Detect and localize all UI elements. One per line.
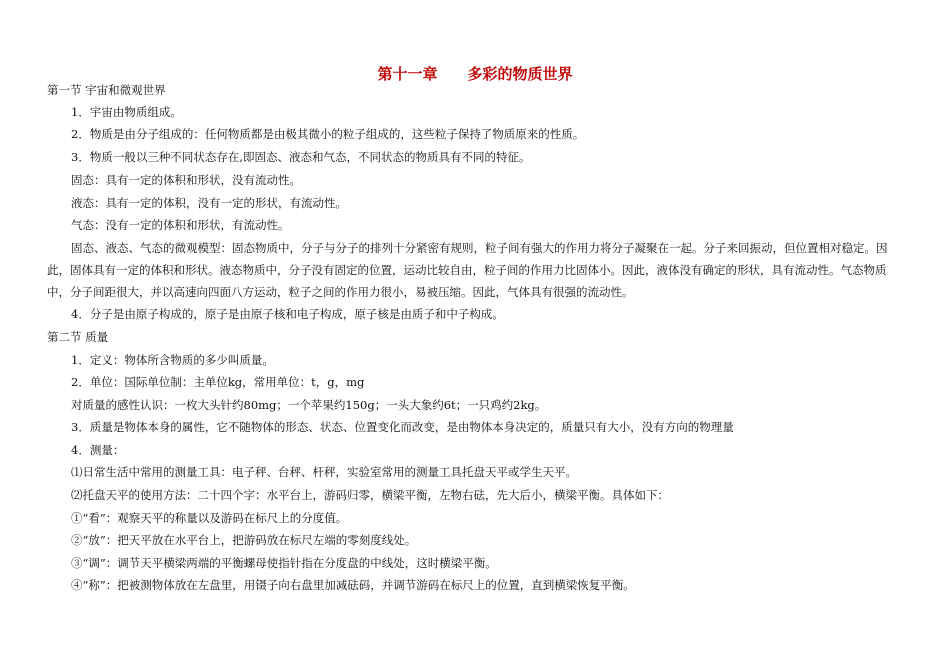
s2-balance-usage: ⑵托盘天平的使用方法：二十四个字：水平台上，游码归零，横梁平衡，左物右砝，先大后小，横梁平衡。具体如下： bbox=[71, 488, 669, 502]
s1-paragraph-4: 4．分子是由原子构成的，原子是由原子核和电子构成，原子核是由质子和中子构成。 bbox=[71, 307, 504, 321]
s2-step-place: ②“放”：把天平放在水平台上，把游码放在标尺左端的零刻度线处。 bbox=[71, 533, 417, 547]
chapter-title: 第十一章 多彩的物质世界 bbox=[377, 65, 573, 83]
s2-property: 3．质量是物体本身的属性，它不随物体的形态、状态、位置变化而改变，是由物体本身决定的，质量只有大小，没有方向的物理量 bbox=[71, 420, 734, 434]
s1-gas: 气态：没有一定的体积和形状，有流动性。 bbox=[71, 218, 290, 232]
s1-liquid: 液态：具有一定的体积，没有一定的形状，有流动性。 bbox=[71, 196, 347, 210]
s2-measure: 4．测量： bbox=[71, 443, 125, 457]
s1-solid: 固态：具有一定的体积和形状，没有流动性。 bbox=[71, 173, 301, 187]
section1-heading: 第一节 宇宙和微观世界 bbox=[47, 83, 166, 97]
s2-step-look: ①“看”：观察天平的称量以及游码在标尺上的分度值。 bbox=[71, 511, 348, 525]
s2-step-weigh: ④“称”：把被测物体放在左盘里，用镊子向右盘里加减砝码，并调节游码在标尺上的位置，直到横梁恢复平衡。 bbox=[71, 578, 635, 592]
s1-micro-model: 固态、液态、气态的微观模型：固态物质中，分子与分子的排列十分紧密有规则，粒子间有强大的作用力将分子凝聚在一起。分子来回振动，但位置相对稳定。因此，固体具有一定的体积和形状。液态物质中，分子没有固定的位置，运动比较自由，粒子间的作用力比固体小。因此，液体没有确定的形状，具有流动性。气态物质中，分子间距很大，并以高速向四面八方运动，粒子之间的作用力很小，易被压缩。因此，气体具有很强的流动性。 bbox=[47, 241, 888, 299]
s1-paragraph-3: 3．物质一般以三种不同状态存在,即固态、液态和气态，不同状态的物质具有不同的特征。 bbox=[71, 150, 531, 164]
s2-units: 2．单位：国际单位制：主单位kg，常用单位：t，g，mg bbox=[71, 375, 365, 389]
s1-paragraph-2: 2．物质是由分子组成的：任何物质都是由极其微小的粒子组成的，这些粒子保持了物质原来的性质。 bbox=[71, 127, 585, 141]
section2-heading: 第二节 质量 bbox=[47, 330, 109, 344]
s2-step-adjust: ③“调”：调节天平横梁两端的平衡螺母使指针指在分度盘的中线处，这时横梁平衡。 bbox=[71, 556, 497, 570]
s2-sense: 对质量的感性认识：一枚大头针约80mg；一个苹果约150g；一头大象约6t；一只鸡约2kg。 bbox=[71, 398, 547, 412]
s2-definition: 1．定义：物体所含物质的多少叫质量。 bbox=[71, 353, 274, 367]
s2-measure-tools: ⑴日常生活中常用的测量工具：电子秤、台秤、杆秤，实验室常用的测量工具托盘天平或学生天平。 bbox=[71, 465, 577, 479]
s1-paragraph-1: 1．宇宙由物质组成。 bbox=[71, 105, 182, 119]
